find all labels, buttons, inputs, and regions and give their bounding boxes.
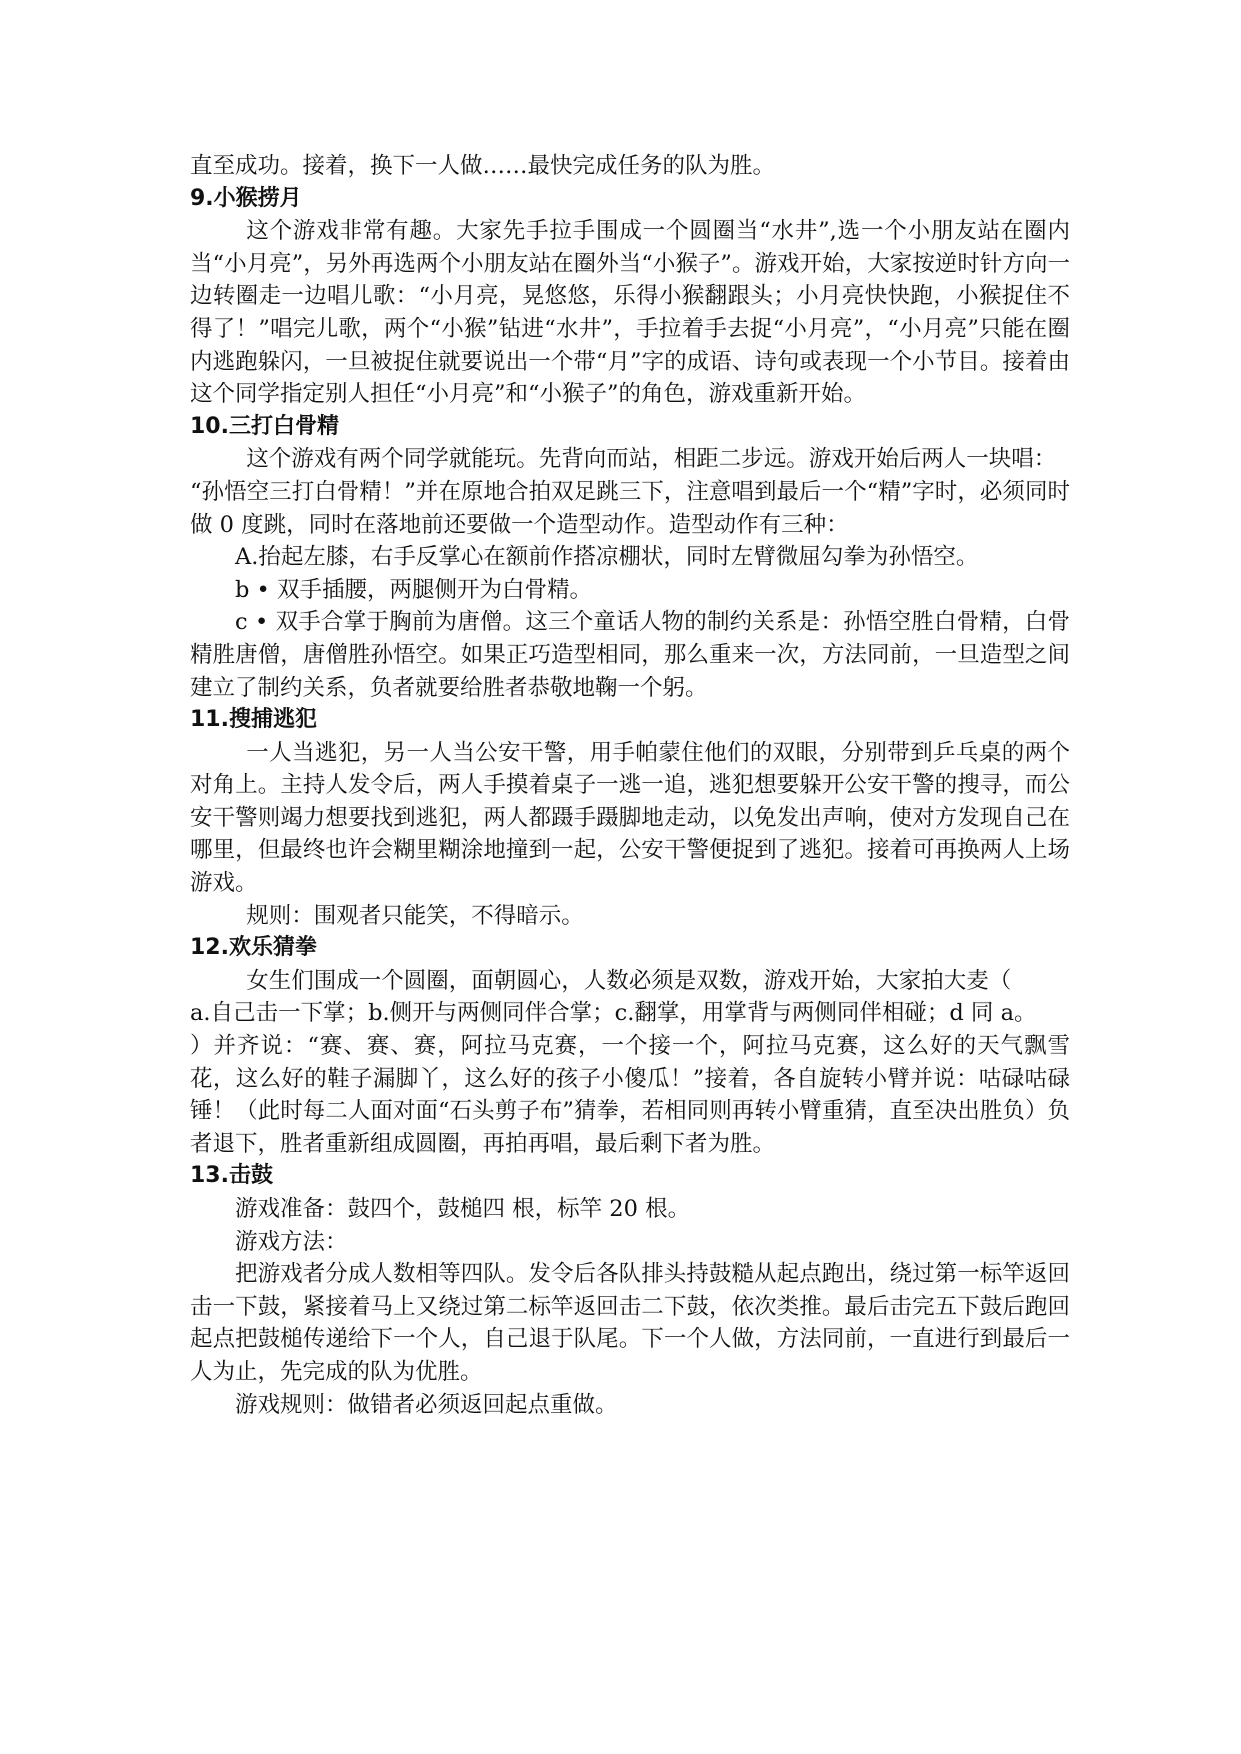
paragraph-game-13-rule: 游戏规则：做错者必须返回起点重做。 <box>235 1391 618 1418</box>
paragraph-game-9-description: 这个游戏非常有趣。大家先手拉手围成一个圆圈当“水井”,选一个小朋友站在圈内当“小月亮”，另外再选两个小朋友站在圈外当“小猴子”。游戏开始，大家按逆时针方向一边转圈走一边唱儿歌：“小月亮，晃悠悠，乐得小猴翻跟头；小月亮快快跑，小猴捉住不得了！”唱完儿歌，两个“小猴”钻进“水井”，手拉着手去捉“小月亮”，“小月亮”只能在圈内逃跑躲闪，一旦被捉住就要说出一个带“月”字的成语、诗句或表现一个小节目。接着由这个同学指定别人担任“小月亮”和“小猴子”的角色，游戏重新开始。 <box>190 218 1070 408</box>
paragraph-game-12-chant: ）并齐说：“赛、赛、赛，阿拉马克赛，一个接一个，阿拉马克赛，这么好的天气飘雪花，这么好的鞋子漏脚丫，这么好的孩子小傻瓜！”接着，各自旋转小臂并说：咕碌咕碌锤！（此时每二人面对面“石头剪子布”猜拳，若相同则再转小臂重猜，直至决出胜负）负者退下，胜者重新组成圆圈，再拍再唱，最后剩下者为胜。 <box>190 1033 1070 1157</box>
document-page <box>190 150 1070 1421</box>
heading-game-13: 13.击鼓 <box>190 1163 273 1189</box>
paragraph-game-10-pose-b: b • 双手插腰，两腿侧开为白骨精。 <box>235 576 592 603</box>
heading-game-11: 11.搜捕逃犯 <box>190 707 317 733</box>
paragraph-game-11-rule: 规则：围观者只能笑，不得暗示。 <box>246 902 584 929</box>
paragraph-continuation: 直至成功。接着，换下一人做……最快完成任务的队为胜。 <box>190 153 776 179</box>
paragraph-game-10-intro: 这个游戏有两个同学就能玩。先背向而站，相距二步远。游戏开始后两人一块唱： <box>246 446 1057 473</box>
paragraph-game-13-equipment: 游戏准备：鼓四个，鼓槌四 根，标竿 20 根。 <box>235 1196 691 1222</box>
heading-game-9: 9.小猴捞月 <box>190 185 302 211</box>
paragraph-game-11-description: 一人当逃犯，另一人当公安干警，用手帕蒙住他们的双眼，分别带到乒乓桌的两个对角上。主持人发令后，两人手摸着桌子一逃一追，逃犯想要躲开公安干警的搜寻，而公安干警则竭力想要找到逃犯，两人都蹑手蹑脚地走动，以免发出声响，使对方发现自己在哪里，但最终也许会糊里糊涂地撞到一起，公安干警便捉到了逃犯。接着可再换两人上场游戏。 <box>190 739 1070 897</box>
heading-game-12: 12.欢乐猜拳 <box>190 935 317 961</box>
paragraph-game-10-pose-c: c • 双手合掌于胸前为唐僧。这三个童话人物的制约关系是：孙悟空胜白骨精，白骨精胜唐僧，唐僧胜孙悟空。如果正巧造型相同，那么重来一次，方法同前，一旦造型之间建立了制约关系，负者就要给胜者恭敬地鞠一个躬。 <box>190 609 1070 701</box>
paragraph-game-13-method: 把游戏者分成人数相等四队。发令后各队排头持鼓糙从起点跑出，绕过第一标竿返回击一下鼓，紧接着马上又绕过第二标竿返回击二下鼓，依次类推。最后击完五下鼓后跑回起点把鼓槌传递给下一个人，自己退于队尾。下一个人做，方法同前，一直进行到最后一人为止，先完成的队为优胜。 <box>190 1261 1070 1385</box>
paragraph-game-13-method-label: 游戏方法： <box>235 1228 348 1255</box>
heading-game-10: 10.三打白骨精 <box>190 413 339 439</box>
paragraph-game-12-intro: 女生们围成一个圆圈，面朝圆心，人数必须是双数，游戏开始，大家拍大麦（ <box>246 967 1012 994</box>
paragraph-game-12-steps: a.自己击一下掌；b.侧开与两侧同伴合掌；c.翻掌，用掌背与两侧同伴相碰；d 同 a。 <box>190 1000 1037 1027</box>
paragraph-game-10-chant: “孙悟空三打白骨精！”并在原地合拍双足跳三下，注意唱到最后一个“精”字时，必须同时做 0 度跳，同时在落地前还要做一个造型动作。造型动作有三种： <box>190 478 1070 538</box>
paragraph-game-10-pose-a: A.抬起左膝，右手反掌心在额前作搭凉棚状，同时左臂微屈勾拳为孙悟空。 <box>235 544 979 571</box>
